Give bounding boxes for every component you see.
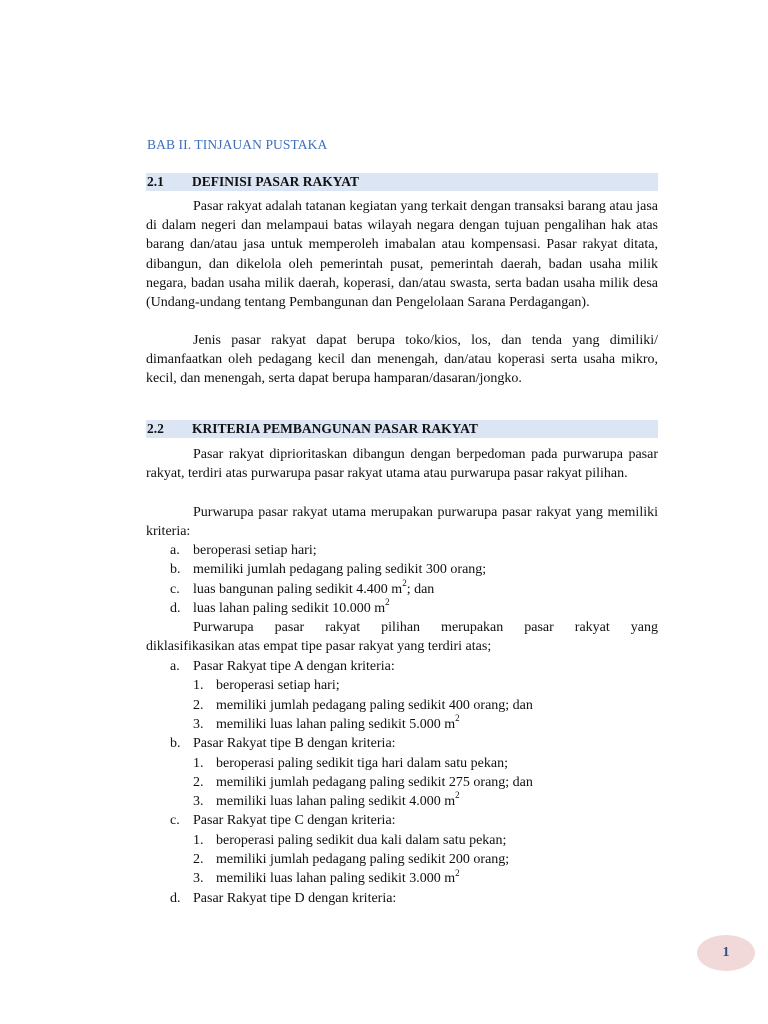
criteria-item bbox=[146, 773, 658, 792]
paragraph-types bbox=[146, 331, 658, 389]
list-text-main: memiliki luas lahan paling sedikit 5.000 m bbox=[216, 716, 456, 732]
list-text bbox=[216, 696, 533, 715]
paragraph-text: Jenis pasar rakyat dapat berupa toko/kios, los, dan tenda yang dimiliki/ dimanfaatkan oleh pedagang kecil dan menengah, dan/atau koperasi serta usaha mikro, kecil, dan menengah, serta dapat berupa hamparan/dasaran/jongko. bbox=[146, 333, 658, 387]
list-item bbox=[146, 599, 658, 618]
list-marker: 1. bbox=[193, 755, 204, 771]
type-item bbox=[146, 889, 658, 908]
paragraph-priority bbox=[146, 445, 658, 483]
list-text bbox=[193, 577, 435, 599]
section-title: DEFINISI PASAR RAKYAT bbox=[192, 174, 360, 189]
superscript: 2 bbox=[402, 577, 407, 588]
list-marker: c. bbox=[170, 813, 180, 829]
list-marker: b. bbox=[170, 562, 181, 578]
list-text-main: Pasar Rakyat tipe A dengan kriteria: bbox=[193, 659, 395, 674]
list-text-main: memiliki luas lahan paling sedikit 3.000 m bbox=[216, 871, 456, 887]
list-marker: 1. bbox=[193, 678, 204, 694]
paragraph-text: Pasar rakyat adalah tatanan kegiatan yang terkait dengan transaksi barang atau jasa di dalam negeri dan melampaui batas wilayah negara dengan tujuan pengalihan hak atas barang dan/atau jasa untuk memperoleh imabalan atau kompensasi. Pasar rakyat ditata, dibangun, dan dikelola oleh pemerintah pusat, pemerintah daerah, badan usaha milik negara, badan usaha milik daerah, koperasi, dan/atau swasta, serta badan usaha milik desa (Undang-undang tentang Pembangunan dan Pengelolaan Sarana Perdagangan). bbox=[146, 199, 658, 311]
paragraph-definition bbox=[146, 197, 658, 312]
superscript: 2 bbox=[455, 790, 460, 801]
list-text bbox=[193, 811, 396, 830]
list-text-main: Pasar Rakyat tipe B dengan kriteria: bbox=[193, 736, 396, 752]
list-text bbox=[216, 792, 460, 811]
list-text-main: memiliki jumlah pedagang paling sedikit 300 orang; bbox=[193, 562, 487, 578]
list-item bbox=[146, 577, 658, 599]
list-text-main: memiliki jumlah pedagang paling sedikit 200 orang; bbox=[216, 852, 510, 867]
list-marker: a. bbox=[170, 659, 180, 674]
list-item bbox=[146, 541, 658, 560]
chapter-title: BAB II. TINJAUAN PUSTAKA bbox=[147, 137, 328, 152]
list-text-main: beroperasi setiap hari; bbox=[193, 543, 317, 558]
list-text-main: Pasar Rakyat tipe C dengan kriteria: bbox=[193, 813, 396, 829]
list-text-main: beroperasi setiap hari; bbox=[216, 678, 340, 694]
list-text bbox=[193, 657, 395, 676]
criteria-item bbox=[146, 792, 658, 811]
list-text bbox=[216, 869, 460, 888]
type-item bbox=[146, 734, 658, 753]
list-text-main: beroperasi paling sedikit dua kali dalam satu pekan; bbox=[216, 832, 507, 848]
criteria-item bbox=[146, 850, 658, 869]
list-text-main: memiliki luas lahan paling sedikit 4.000 m bbox=[216, 794, 456, 810]
list-text-after: ; dan bbox=[406, 581, 435, 597]
list-text bbox=[193, 560, 486, 579]
list-text bbox=[216, 754, 508, 773]
section-number: 2.2 bbox=[147, 421, 164, 436]
list-item bbox=[146, 560, 658, 579]
list-marker: c. bbox=[170, 581, 180, 597]
paragraph-optional-prototype-cont: diklasifikasikan atas empat tipe pasar rakyat yang terdiri atas; bbox=[146, 639, 492, 654]
list-marker: 1. bbox=[193, 832, 204, 848]
list-marker: d. bbox=[170, 890, 181, 906]
list-marker: 2. bbox=[193, 852, 204, 867]
list-marker: 3. bbox=[193, 794, 204, 810]
criteria-item bbox=[146, 869, 658, 888]
list-marker: a. bbox=[170, 543, 180, 558]
section-number: 2.1 bbox=[147, 174, 164, 189]
list-marker: 2. bbox=[193, 774, 204, 790]
list-text-main: memiliki jumlah pedagang paling sedikit 275 orang; dan bbox=[216, 774, 533, 790]
list-text bbox=[216, 831, 506, 850]
superscript: 2 bbox=[455, 713, 460, 724]
paragraph-text: Purwarupa pasar rakyat utama merupakan purwarupa pasar rakyat yang memiliki kriteria: bbox=[146, 505, 658, 540]
list-text bbox=[216, 773, 533, 792]
list-text-main: memiliki jumlah pedagang paling sedikit 400 orang; dan bbox=[216, 697, 533, 713]
superscript: 2 bbox=[455, 867, 460, 878]
list-text-main: luas lahan paling sedikit 10.000 m bbox=[193, 600, 386, 616]
type-item bbox=[146, 657, 658, 676]
criteria-item bbox=[146, 676, 658, 695]
list-marker: b. bbox=[170, 736, 181, 752]
type-item bbox=[146, 811, 658, 830]
list-text bbox=[193, 889, 396, 908]
section-title: KRITERIA PEMBANGUNAN PASAR RAKYAT bbox=[192, 421, 478, 436]
paragraph-main-prototype bbox=[146, 503, 658, 541]
section-heading-2-2 bbox=[146, 420, 658, 438]
paragraph-text: Pasar rakyat diprioritaskan dibangun dengan berpedoman pada purwarupa pasar rakyat, terdiri atas purwarupa pasar rakyat utama atau purwarupa pasar rakyat pilihan. bbox=[146, 447, 658, 482]
list-text bbox=[193, 541, 317, 560]
section-heading-2-1 bbox=[146, 173, 658, 191]
list-marker: 3. bbox=[193, 716, 204, 732]
criteria-item bbox=[146, 754, 658, 773]
list-text bbox=[216, 676, 340, 695]
list-marker: 3. bbox=[193, 871, 204, 887]
superscript: 2 bbox=[385, 597, 390, 608]
criteria-item bbox=[146, 831, 658, 850]
criteria-item bbox=[146, 696, 658, 715]
criteria-item bbox=[146, 715, 658, 734]
page-number-badge: 1 bbox=[697, 935, 755, 971]
list-text-main: luas bangunan paling sedikit 4.400 m bbox=[193, 581, 403, 597]
list-text bbox=[193, 599, 390, 618]
list-text-main: Pasar Rakyat tipe D dengan kriteria: bbox=[193, 890, 397, 906]
list-text-main: beroperasi paling sedikit tiga hari dalam satu pekan; bbox=[216, 755, 508, 771]
paragraph-optional-prototype: Purwarupa pasar rakyat pilihan merupakan pasar rakyat yang bbox=[193, 620, 658, 635]
list-text bbox=[193, 734, 396, 753]
list-marker: d. bbox=[170, 600, 181, 616]
list-text bbox=[216, 715, 460, 734]
list-text bbox=[216, 850, 509, 869]
list-marker: 2. bbox=[193, 697, 204, 713]
